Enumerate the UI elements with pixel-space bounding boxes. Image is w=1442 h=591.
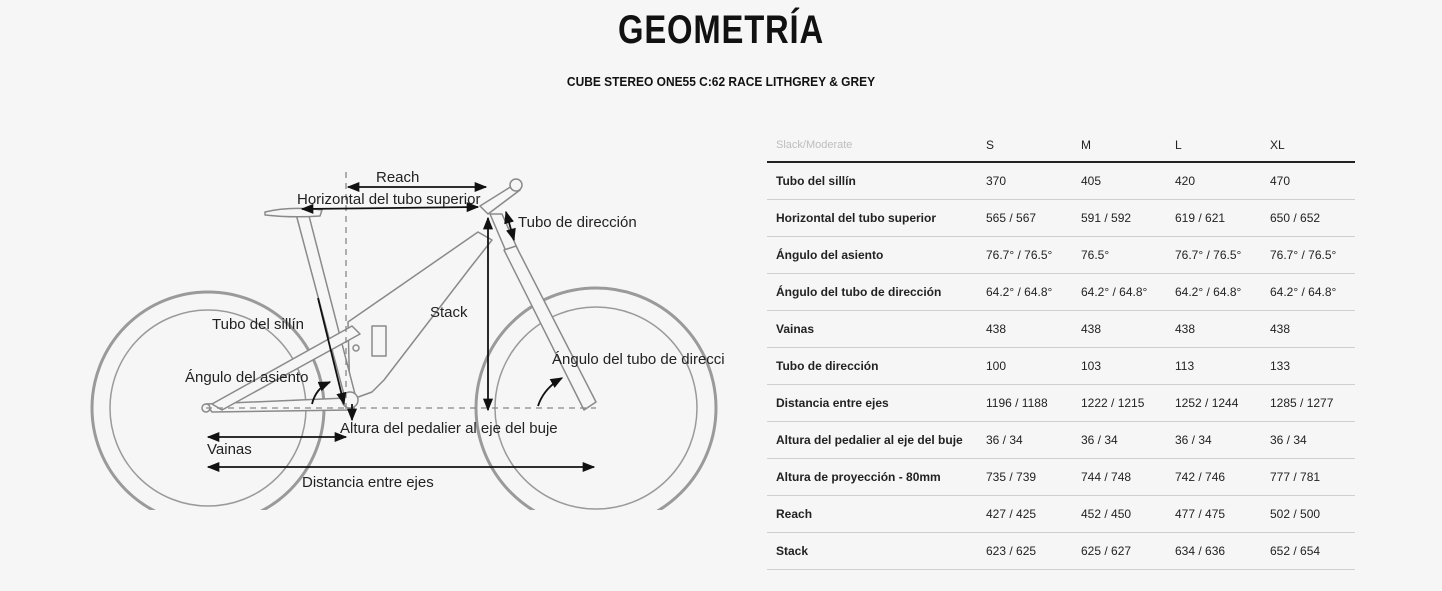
table-cell: 438 <box>1166 311 1261 348</box>
table-cell: 744 / 748 <box>1072 459 1166 496</box>
page-title: GEOMETRÍA <box>617 8 824 52</box>
table-cell: 438 <box>1261 311 1355 348</box>
table-corner-label: Slack/Moderate <box>767 128 977 162</box>
label-stack: Stack <box>430 304 468 321</box>
table-cell: 76.7° / 76.5° <box>1261 237 1355 274</box>
table-cell: 36 / 34 <box>1072 422 1166 459</box>
size-header-l: L <box>1166 128 1261 162</box>
table-cell: 420 <box>1166 162 1261 200</box>
row-label: Horizontal del tubo superior <box>767 200 977 237</box>
table-cell: 1196 / 1188 <box>977 385 1072 422</box>
size-header-s: S <box>977 128 1072 162</box>
table-cell: 64.2° / 64.8° <box>1072 274 1166 311</box>
row-label: Altura de proyección - 80mm <box>767 459 977 496</box>
table-cell: 1222 / 1215 <box>1072 385 1166 422</box>
table-cell: 777 / 781 <box>1261 459 1355 496</box>
size-header-xl: XL <box>1261 128 1355 162</box>
product-name: CUBE STEREO ONE55 C:62 RACE LITHGREY & GREY <box>566 74 876 89</box>
table-cell: 427 / 425 <box>977 496 1072 533</box>
table-row <box>767 237 1355 274</box>
table-row <box>767 311 1355 348</box>
table-cell: 36 / 34 <box>977 422 1072 459</box>
front-wheel <box>476 288 716 510</box>
row-label: Ángulo del tubo de dirección <box>767 274 977 311</box>
table-cell: 742 / 746 <box>1166 459 1261 496</box>
table-header-row <box>767 128 1355 162</box>
table-cell: 100 <box>977 348 1072 385</box>
table-cell: 370 <box>977 162 1072 200</box>
table-row <box>767 533 1355 570</box>
table-row <box>767 162 1355 200</box>
table-row <box>767 459 1355 496</box>
label-top-tube: Horizontal del tubo superior <box>297 191 481 208</box>
label-head-tube: Tubo de dirección <box>518 214 637 231</box>
label-head-angle: Ángulo del tubo de direcci <box>552 351 725 368</box>
row-label: Stack <box>767 533 977 570</box>
table-row <box>767 274 1355 311</box>
table-cell: 652 / 654 <box>1261 533 1355 570</box>
table-cell: 625 / 627 <box>1072 533 1166 570</box>
label-chainstays: Vainas <box>207 441 252 458</box>
table-cell: 64.2° / 64.8° <box>1261 274 1355 311</box>
size-header-m: M <box>1072 128 1166 162</box>
row-label: Distancia entre ejes <box>767 385 977 422</box>
table-cell: 36 / 34 <box>1166 422 1261 459</box>
table-cell: 438 <box>977 311 1072 348</box>
table-row <box>767 385 1355 422</box>
table-cell: 502 / 500 <box>1261 496 1355 533</box>
row-label: Altura del pedalier al eje del buje <box>767 422 977 459</box>
table-cell: 438 <box>1072 311 1166 348</box>
label-wheelbase: Distancia entre ejes <box>302 474 434 491</box>
table-cell: 64.2° / 64.8° <box>1166 274 1261 311</box>
table-cell: 36 / 34 <box>1261 422 1355 459</box>
table-row <box>767 496 1355 533</box>
label-seat-angle: Ángulo del asiento <box>185 369 309 386</box>
table-cell: 1285 / 1277 <box>1261 385 1355 422</box>
table-cell: 76.7° / 76.5° <box>1166 237 1261 274</box>
table-cell: 470 <box>1261 162 1355 200</box>
table-cell: 1252 / 1244 <box>1166 385 1261 422</box>
table-cell: 650 / 652 <box>1261 200 1355 237</box>
table-row <box>767 348 1355 385</box>
table-cell: 477 / 475 <box>1166 496 1261 533</box>
table-cell: 113 <box>1166 348 1261 385</box>
table-cell: 619 / 621 <box>1166 200 1261 237</box>
label-seat-tube: Tubo del sillín <box>212 316 304 333</box>
label-bb-drop: Altura del pedalier al eje del buje <box>340 420 558 437</box>
table-cell: 133 <box>1261 348 1355 385</box>
table-cell: 735 / 739 <box>977 459 1072 496</box>
table-cell: 64.2° / 64.8° <box>977 274 1072 311</box>
bike-geometry-diagram <box>85 160 735 510</box>
label-reach: Reach <box>376 169 420 186</box>
row-label: Ángulo del asiento <box>767 237 977 274</box>
table-cell: 103 <box>1072 348 1166 385</box>
table-cell: 591 / 592 <box>1072 200 1166 237</box>
table-cell: 405 <box>1072 162 1166 200</box>
row-label: Reach <box>767 496 977 533</box>
row-label: Tubo del sillín <box>767 162 977 200</box>
table-cell: 76.7° / 76.5° <box>977 237 1072 274</box>
row-label: Tubo de dirección <box>767 348 977 385</box>
geometry-table <box>767 128 1355 570</box>
table-cell: 565 / 567 <box>977 200 1072 237</box>
table-row <box>767 422 1355 459</box>
table-cell: 452 / 450 <box>1072 496 1166 533</box>
table-cell: 634 / 636 <box>1166 533 1261 570</box>
table-cell: 76.5° <box>1072 237 1166 274</box>
table-cell: 623 / 625 <box>977 533 1072 570</box>
table-row <box>767 200 1355 237</box>
row-label: Vainas <box>767 311 977 348</box>
